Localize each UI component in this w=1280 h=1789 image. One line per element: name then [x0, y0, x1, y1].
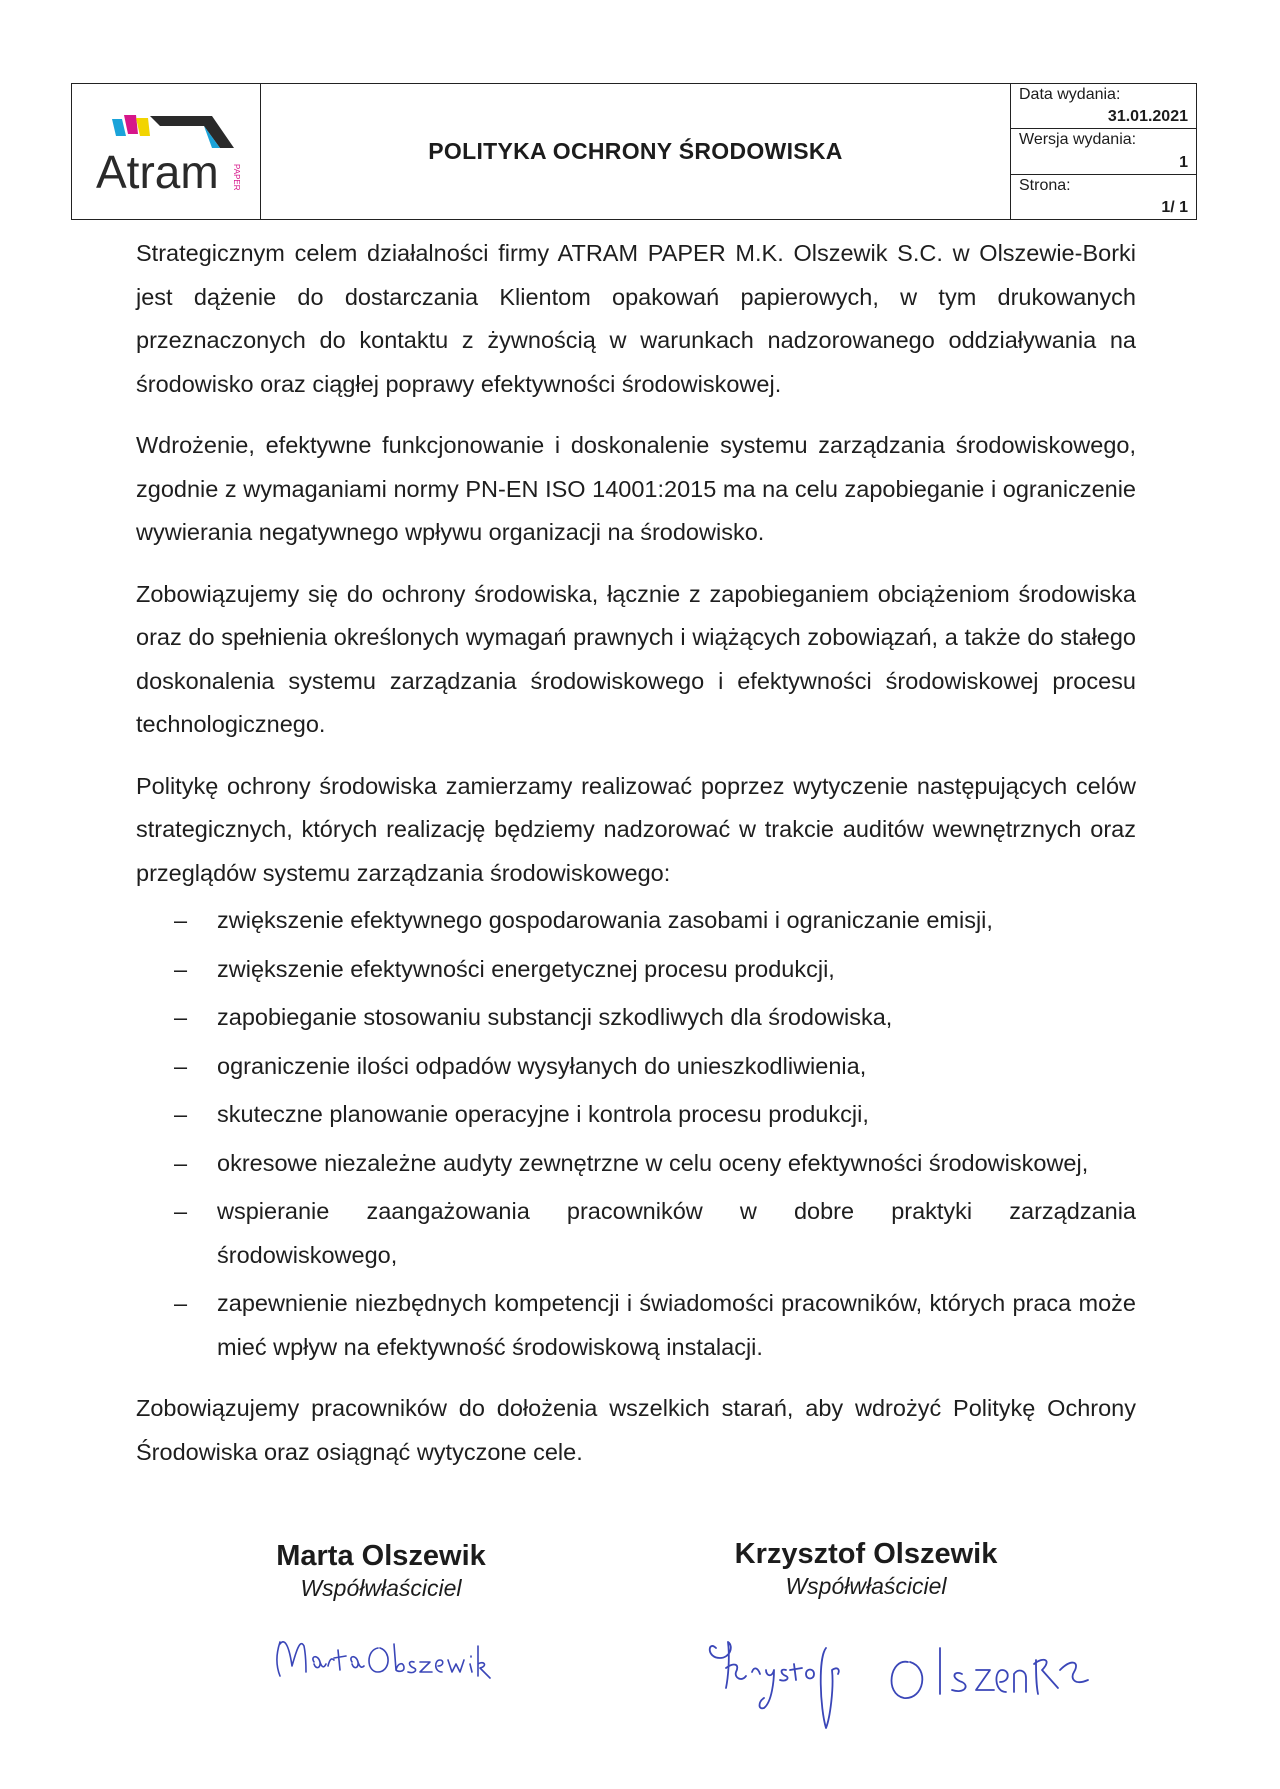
- handwritten-signature-krzysztof: [700, 1618, 1100, 1748]
- document-header: [71, 83, 1197, 220]
- version-label: Wersja wydania:: [1019, 131, 1137, 149]
- list-item: – zapobieganie stosowaniu substancji szkodliwych dla środowiska,: [136, 996, 1136, 1040]
- list-dash: –: [174, 1052, 188, 1079]
- list-dash: –: [174, 1198, 188, 1224]
- signatory-name: Marta Olszewik: [276, 1540, 486, 1572]
- page-cell: [1011, 175, 1196, 219]
- list-dash: –: [174, 1290, 188, 1316]
- company-logo: [72, 84, 261, 219]
- list-item: – ograniczenie ilości odpadów wysyłanych do unieszkodliwienia,: [136, 1045, 1136, 1089]
- paragraph-strategic-goal: Strategicznym celem działalności firmy ATRAM PAPER M.K. Olszewik S.C. w Olszewie-Borki jest dążenie do dostarczania Klientom opakowań papierowych, w tym drukowanych przeznaczonych do kontaktu z żywnością w warunkach nadzorowanego oddziaływania na środowisko oraz ciągłej poprawy efektywności środowiskowej.: [136, 240, 1136, 397]
- list-dash: –: [174, 1004, 188, 1030]
- paragraph-strategic-objectives: Politykę ochrony środowiska zamierzamy realizować poprzez wytyczenie następujących celów strategicznych, których realizację będziemy nadzorować w trakcie auditów wewnętrznych oraz przeglądów systemu zarządzania środowiskowego:: [136, 772, 1136, 886]
- list-item: – skuteczne planowanie operacyjne i kontrola procesu produkcji,: [136, 1093, 1136, 1137]
- list-dash: –: [174, 1101, 188, 1127]
- signatory-role: Współwłaściciel: [300, 1575, 462, 1601]
- list-item: – wspieranie zaangażowania pracowników w dobre praktyki zarządzania środowiskowego,: [136, 1190, 1136, 1277]
- page-label: Strona:: [1019, 176, 1071, 194]
- paragraph-iso-implementation: Wdrożenie, efektywne funkcjonowanie i doskonalenie systemu zarządzania środowiskowego, zgodnie z wymaganiami normy PN-EN ISO 14001:2015 ma na celu zapobieganie i ograniczenie wywierania negatywnego wpływu organizacji na środowisko.: [136, 432, 1136, 545]
- version-value: 1: [1179, 153, 1188, 171]
- issue-date-cell: [1011, 84, 1196, 129]
- list-item: – okresowe niezależne audyty zewnętrzne w celu oceny efektywności środowiskowej,: [136, 1142, 1136, 1186]
- paragraph-closing: Zobowiązujemy pracowników do dołożenia wszelkich starań, aby wdrożyć Politykę Ochrony Środowiska oraz osiągnąć wytyczone cele.: [136, 1395, 1136, 1465]
- document-title: POLITYKA OCHRONY ŚRODOWISKA: [261, 84, 1011, 219]
- list-dash: –: [174, 955, 188, 982]
- issue-date-value: 31.01.2021: [1107, 108, 1188, 126]
- list-item: – zwiększenie efektywności energetycznej procesu produkcji,: [136, 948, 1136, 992]
- list-dash: –: [174, 907, 188, 933]
- list-item: – zapewnienie niezbędnych kompetencji i świadomości pracowników, których praca może mieć wpływ na efektywność środowiskową instalacji.: [136, 1282, 1136, 1369]
- objectives-list: [136, 899, 1136, 1369]
- logo-wordmark: Atram: [96, 146, 219, 197]
- policy-body: [136, 232, 1136, 1492]
- handwritten-signature-marta: [268, 1622, 508, 1692]
- signatory-name: Krzysztof Olszewik: [734, 1538, 998, 1570]
- list-dash: –: [174, 1149, 188, 1176]
- page-value: 1/ 1: [1161, 198, 1188, 216]
- atram-paper-logo-icon: [94, 112, 244, 197]
- list-item: – zwiększenie efektywnego gospodarowania zasobami i ograniczanie emisji,: [136, 899, 1136, 943]
- issue-date-label: Data wydania:: [1019, 86, 1121, 103]
- version-cell: [1011, 129, 1196, 174]
- paragraph-commitment: Zobowiązujemy się do ochrony środowiska, łącznie z zapobieganiem obciążeniom środowiska oraz do spełnienia określonych wymagań prawnych i wiążących zobowiązań, a także do stałego doskonalenia systemu zarządzania środowiskowego i efektywności środowiskowej procesu technologicznego.: [136, 580, 1136, 737]
- signatory-1: [246, 1539, 516, 1603]
- signatory-2: [706, 1537, 1026, 1601]
- svg-text:PAPER: PAPER: [232, 164, 241, 191]
- signatory-role: Współwłaściciel: [785, 1573, 947, 1599]
- document-meta: [1011, 84, 1196, 219]
